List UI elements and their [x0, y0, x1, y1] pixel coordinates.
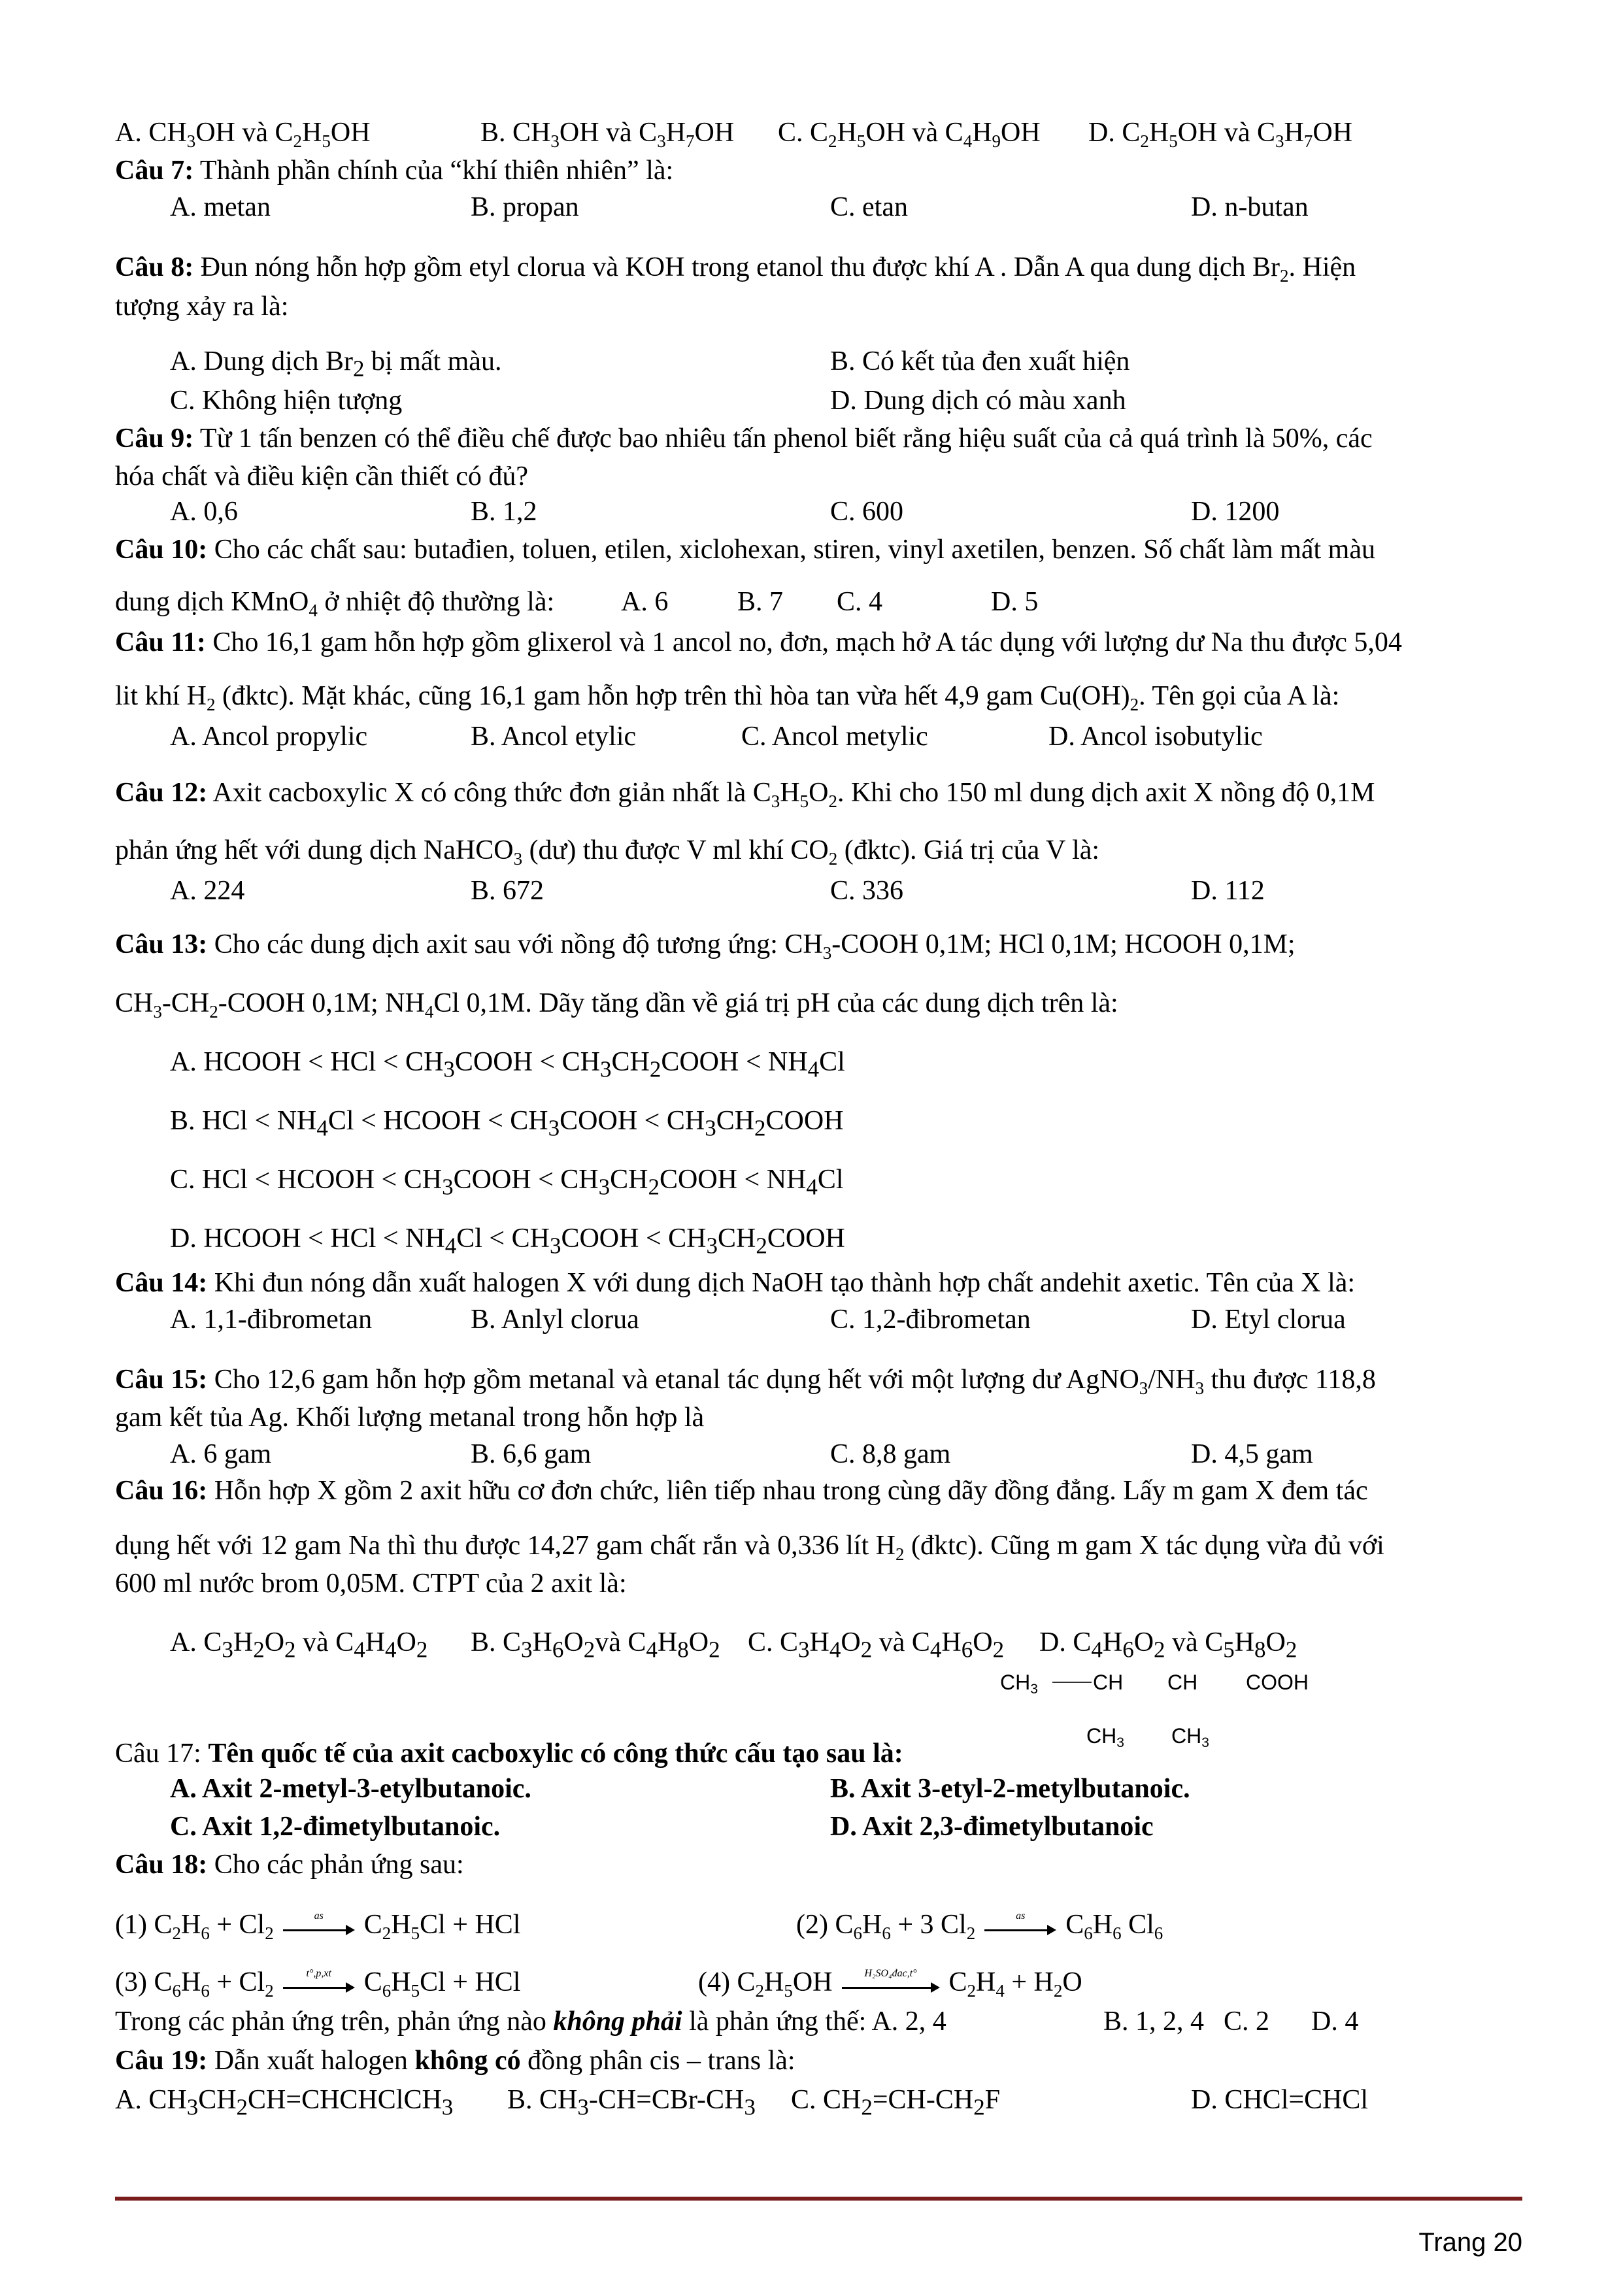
q11-stem-line2: lit khí $H_2$ (đktc). Mặt khác, cũng 16,1 gam hỗn hợp trên thì hòa tan vừa hết 4,9 gam $Cu(OH)_2$. Tên gọi của A là:: [115, 681, 1340, 714]
q18-option-c: C. 2: [1224, 2006, 1270, 2037]
q15-option-d: D. 4,5 gam: [1191, 1439, 1313, 1469]
q18-reaction-1: (1) $C_2H_6 + Cl_2$ as $C_2H_5Cl$ + HCl: [115, 1910, 521, 1943]
q17-option-d: D. Axit 2,3-đimetylbutanoic: [830, 1812, 1154, 1842]
q6-option-c: C. $C_2H_5OH$ và $C_4H_9OH$: [778, 118, 1041, 151]
reaction-arrow: H₂SO₄đac,t°: [842, 1974, 940, 1994]
q9-option-d: D. 1200: [1191, 497, 1280, 527]
q11-option-a: A. Ancol propylic: [170, 722, 368, 752]
q11-stem-line1: Câu 11: Cho 16,1 gam hỗn hợp gồm glixerol và 1 ancol no, đơn, mạch hở A tác dụng với lượng dư Na thu được 5,04: [115, 627, 1402, 657]
q11-option-c: C. Ancol metylic: [741, 722, 928, 752]
q18-reaction-4: (4) $C_2H_5OH$ H₂SO₄đac,t° $C_2H_4 + H_2O$: [698, 1967, 1082, 2001]
q13-option-d: D. HCOOH < HCl < $NH_4Cl$ < $CH_3COOH$ < $CH_3CH_2COOH$: [170, 1223, 845, 1259]
q10-stem-line1: Câu 10: Cho các chất sau: butađien, toluen, etilen, xiclohexan, stiren, vinyl axetilen, benzen. Số chất làm mất màu: [115, 535, 1375, 565]
q17-option-c: C. Axit 1,2-đimetylbutanoic.: [170, 1812, 501, 1842]
q13-option-a: A. HCOOH < HCl < $CH_3COOH$ < $CH_3CH_2COOH < NH_4Cl$: [170, 1047, 845, 1082]
q16-option-b: B. $C_3H_6O_2và$ $C_4H_8O_2$: [471, 1627, 720, 1663]
q8-option-a: A. Dung dịch $Br_2$ bị mất màu.: [170, 346, 502, 382]
q9-stem-line2: hóa chất và điều kiện cần thiết có đủ?: [115, 461, 529, 491]
page-number: Trang 20: [1418, 2228, 1522, 2257]
q12-stem-line2: phản ứng hết với dung dịch NaHCO$_3$ (dư) thu được V ml khí $CO_2$ (đktc). Giá trị của V là:: [115, 835, 1100, 869]
formula-ch3-branch-2: $CH_3$: [1171, 1724, 1209, 1750]
q12-stem-line1: Câu 12: Axit cacboxylic X có công thức đơn giản nhất là $C_3H_5O_2$. Khi cho 150 ml dung dịch axit X nồng độ 0,1M: [115, 778, 1375, 811]
q14-option-d: D. Etyl clorua: [1191, 1305, 1346, 1335]
formula-ch3-branch-1: $CH_3$: [1086, 1724, 1124, 1750]
q13-stem-line2: $CH_3-CH_2$-COOH 0,1M; $NH_4Cl$ 0,1M. Dãy tăng dần về giá trị pH của các dung dịch trên là:: [115, 988, 1118, 1022]
q18-option-b: B. 1, 2, 4: [1103, 2006, 1205, 2037]
q12-option-d: D. 112: [1191, 876, 1265, 906]
q15-option-b: B. 6,6 gam: [471, 1439, 592, 1469]
q10-option-a: A. 6: [621, 587, 669, 617]
q8-option-b: B. Có kết tủa đen xuất hiện: [830, 346, 1130, 376]
q14-option-c: C. 1,2-đibrometan: [830, 1305, 1031, 1335]
q18-reaction-3: (3) $C_6H_6 + Cl_2$ t°,p,xt $C_6H_5Cl$ + HCl: [115, 1967, 521, 2001]
q17-option-b: B. Axit 3-etyl-2-metylbutanoic.: [830, 1774, 1190, 1804]
q16-option-a: A. $C_3H_2O_2$ và $C_4H_4O_2$: [170, 1627, 428, 1663]
q8-option-d: D. Dung dịch có màu xanh: [830, 386, 1126, 416]
q19-option-c: C. $CH_2=CH-CH_2F$: [791, 2085, 1001, 2120]
q15-stem-line2: gam kết tủa Ag. Khối lượng metanal trong hỗn hợp là: [115, 1403, 705, 1433]
q15-option-a: A. 6 gam: [170, 1439, 272, 1469]
q9-option-a: A. 0,6: [170, 497, 238, 527]
formula-ch-2: CH: [1167, 1671, 1198, 1694]
q18-stem: Câu 18: Cho các phản ứng sau:: [115, 1850, 464, 1880]
q8-stem-line1: Câu 8: Đun nóng hỗn hợp gồm etyl clorua và KOH trong etanol thu được khí A . Dẫn A qua dung dịch $Br_2$. Hiện: [115, 252, 1356, 286]
q10-stem-line2: dung dịch KMnO$_4$ ở nhiệt độ thường là:: [115, 587, 555, 620]
q13-stem-line1: Câu 13: Cho các dung dịch axit sau với nồng độ tương ứng: $CH_3$-COOH 0,1M; HCl 0,1M; HCOOH 0,1M;: [115, 929, 1296, 963]
formula-ch-1: CH: [1093, 1671, 1124, 1694]
q16-option-d: D. $C_4H_6O_2$ và $C_5H_8O_2$: [1039, 1627, 1297, 1663]
q12-option-a: A. 224: [170, 876, 245, 906]
q18-question: Trong các phản ứng trên, phản ứng nào không phải là phản ứng thế: A. 2, 4: [115, 2006, 946, 2037]
q10-option-c: C. 4: [837, 587, 883, 617]
q7-option-a: A. metan: [170, 192, 271, 222]
q11-option-d: D. Ancol isobutylic: [1048, 722, 1263, 752]
q14-option-a: A. 1,1-đibrometan: [170, 1305, 373, 1335]
q16-stem-line3: 600 ml nước brom 0,05M. CTPT của 2 axit là:: [115, 1569, 627, 1599]
q13-option-c: C. HCl < HCOOH < $CH_3COOH$ < $CH_3CH_2COOH < NH_4Cl$: [170, 1165, 844, 1200]
formula-ch3-left: $CH_3$: [1000, 1671, 1038, 1697]
q17-option-a: A. Axit 2-metyl-3-etylbutanoic.: [170, 1774, 531, 1804]
q17-stem: Câu 17: Tên quốc tế của axit cacboxylic có công thức cấu tạo sau là:: [115, 1739, 903, 1769]
q14-option-b: B. Anlyl clorua: [471, 1305, 639, 1335]
q6-option-d: D. $C_2H_5OH$ và $C_3H_7OH$: [1088, 118, 1353, 151]
q7-option-b: B. propan: [471, 192, 579, 222]
q18-reaction-2: (2) $C_6H_6 + 3$ $Cl_2$ as $C_6H_6$ $Cl_6$: [796, 1910, 1163, 1943]
q7-option-d: D. n-butan: [1191, 192, 1309, 222]
q18-option-d: D. 4: [1311, 2006, 1359, 2037]
q7-stem: Câu 7: Thành phần chính của “khí thiên nhiên” là:: [115, 156, 674, 186]
q12-option-b: B. 672: [471, 876, 544, 906]
q12-option-c: C. 336: [830, 876, 904, 906]
q10-option-b: B. 7: [737, 587, 784, 617]
q19-option-b: B. $CH_3-CH=CBr-CH_3$: [507, 2085, 756, 2120]
q19-option-a: A. $CH_3CH_2CH=CHCHClCH_3$: [115, 2085, 454, 2120]
reaction-arrow: t°,p,xt: [283, 1974, 355, 1994]
reaction-arrow: as: [984, 1917, 1056, 1937]
q10-option-d: D. 5: [991, 587, 1039, 617]
reaction-arrow: as: [283, 1917, 355, 1937]
q14-stem: Câu 14: Khi đun nóng dẫn xuất halogen X với dung dịch NaOH tạo thành hợp chất andehit axetic. Tên của X là:: [115, 1268, 1356, 1298]
q19-option-d: D. CHCl=CHCl: [1191, 2085, 1369, 2115]
q16-stem-line2: dụng hết với 12 gam Na thì thu được 14,27 gam chất rắn và 0,336 lít $H_2$ (đktc). Cũng m gam X tác dụng vừa đủ với: [115, 1531, 1384, 1564]
q9-option-b: B. 1,2: [471, 497, 537, 527]
q9-option-c: C. 600: [830, 497, 904, 527]
q6-option-a: A. $CH_3OH$ và $C_2H_5OH$: [115, 118, 371, 151]
q6-option-b: B. $CH_3OH$ và $C_3H_7OH$: [480, 118, 735, 151]
footer-rule: [115, 2197, 1522, 2201]
q11-option-b: B. Ancol etylic: [471, 722, 637, 752]
q8-option-c: C. Không hiện tượng: [170, 386, 403, 416]
q19-stem: Câu 19: Dẫn xuất halogen không có đồng phân cis – trans là:: [115, 2046, 795, 2076]
q13-option-b: B. HCl < $NH_4Cl$ < HCOOH < $CH_3COOH$ < $CH_3CH_2COOH$: [170, 1106, 844, 1141]
q15-option-c: C. 8,8 gam: [830, 1439, 951, 1469]
q8-stem-line2: tượng xảy ra là:: [115, 291, 289, 322]
q16-option-c: C. $C_3H_4O_2$ và $C_4H_6O_2$: [748, 1627, 1005, 1663]
formula-cooh: COOH: [1246, 1671, 1309, 1694]
formula-bond: [1052, 1682, 1092, 1683]
q16-stem-line1: Câu 16: Hỗn hợp X gồm 2 axit hữu cơ đơn chức, liên tiếp nhau trong cùng dãy đồng đẳng. Lấy m gam X đem tác: [115, 1476, 1368, 1506]
q7-option-c: C. etan: [830, 192, 908, 222]
q15-stem-line1: Câu 15: Cho 12,6 gam hỗn hợp gồm metanal và etanal tác dụng hết với một lượng dư $AgNO_3/NH_3$ thu được 118,8: [115, 1365, 1376, 1398]
q9-stem-line1: Câu 9: Từ 1 tấn benzen có thể điều chế được bao nhiêu tấn phenol biết rằng hiệu suất của cả quá trình là 50%, các: [115, 424, 1373, 454]
